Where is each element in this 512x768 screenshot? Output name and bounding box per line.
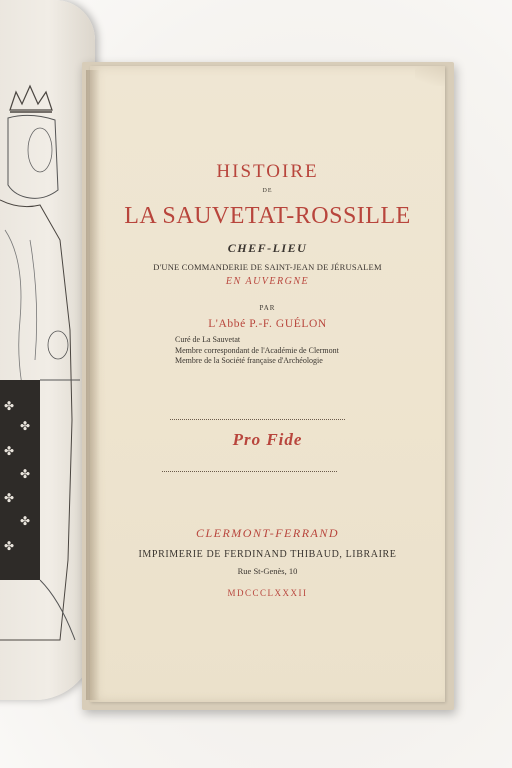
title-page — [90, 66, 445, 702]
author-name: L'Abbé P.-F. GUÉLON — [208, 318, 327, 330]
divider-top — [170, 419, 345, 420]
publication-city: CLERMONT-FERRAND — [195, 526, 340, 540]
main-title: LA SAUVETAT-ROSSILLE — [124, 203, 411, 229]
spine-shadow — [86, 70, 100, 700]
svg-text:✤: ✤ — [4, 444, 15, 458]
svg-text:✤: ✤ — [4, 491, 15, 505]
author-role: Membre correspondant de l'Académie de Clermont — [175, 345, 339, 355]
printer-address: Rue St-Genès, 10 — [237, 566, 298, 576]
author-roles — [175, 335, 339, 367]
subtitle-chef-lieu: CHEF-LIEU — [227, 241, 308, 255]
author-role: Membre de la Société française d'Archéologie — [175, 356, 323, 365]
subtitle-commanderie: D'UNE COMMANDERIE DE SAINT-JEAN DE JÉRUSALEM — [153, 262, 382, 272]
printer-name: IMPRIMERIE DE FERDINAND THIBAUD, LIBRAIRE — [138, 549, 397, 560]
facing-page-engraving — [0, 0, 95, 700]
author-role: Curé de La Sauvetat — [175, 335, 241, 344]
heading-histoire: HISTOIRE — [216, 161, 319, 182]
motto: Pro Fide — [232, 430, 303, 449]
svg-text:✤: ✤ — [4, 399, 15, 413]
publication-year: MDCCCLXXXII — [227, 588, 308, 598]
by-label: PAR — [259, 304, 276, 312]
divider-bottom — [162, 471, 337, 472]
heading-de: DE — [262, 188, 273, 194]
svg-text:✤: ✤ — [20, 514, 31, 528]
page-corner-fold — [415, 66, 445, 86]
svg-text:✤: ✤ — [4, 539, 15, 553]
svg-text:✤: ✤ — [20, 419, 31, 433]
engraving-queen-figure — [0, 0, 95, 700]
subtitle-region: EN AUVERGNE — [225, 276, 310, 287]
svg-text:✤: ✤ — [20, 467, 31, 481]
